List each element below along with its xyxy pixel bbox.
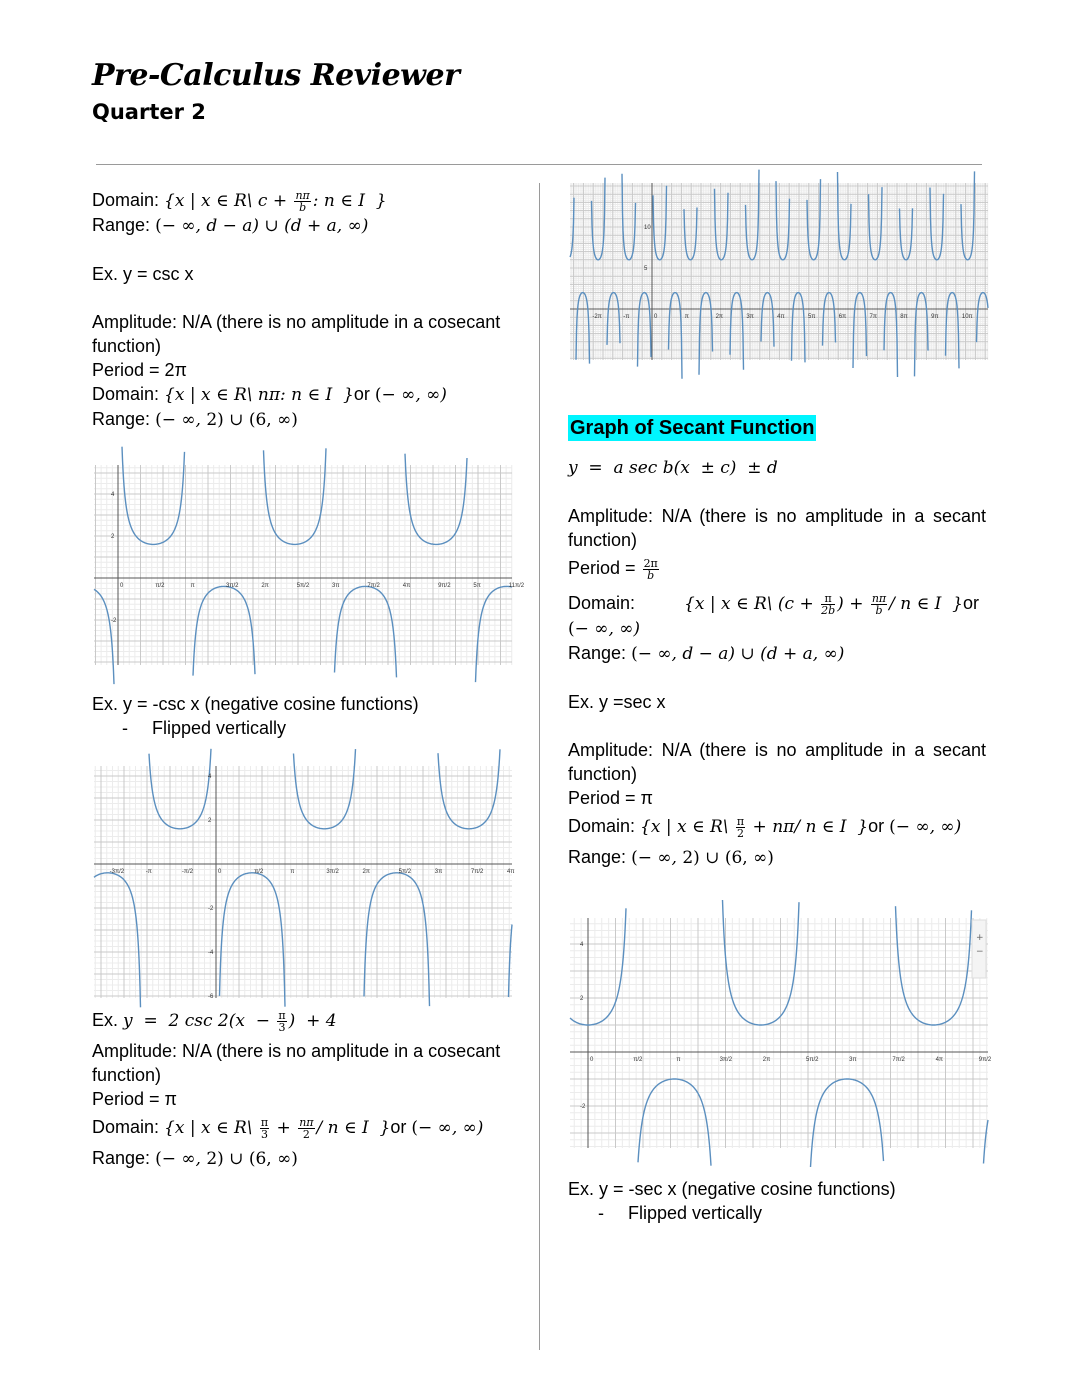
graph-csc-x: [94, 465, 525, 665]
right-column-bottom: [568, 1177, 986, 1225]
x-tick-label: 5π: [807, 314, 816, 320]
x-tick-label: 7π/2: [367, 583, 380, 589]
x-tick-label: 2π: [362, 869, 370, 875]
example-sec-range: Range: (− ∞, 2) ∪ (6, ∞): [568, 847, 774, 868]
x-tick-label: 7π/2: [892, 1057, 905, 1063]
x-tick-label: 3π/2: [226, 583, 239, 589]
x-tick-label: 3π: [434, 869, 443, 875]
y-tick-label: 4: [208, 774, 212, 780]
x-tick-label: 5π/2: [398, 869, 412, 875]
x-tick-label: -π: [145, 869, 152, 875]
x-tick-label: -3π/2: [109, 869, 125, 875]
graph-secant-wide: [570, 183, 988, 360]
x-tick-label: -2π: [592, 314, 602, 320]
x-tick-label: -π: [623, 314, 630, 320]
example-csc-amplitude: Amplitude: N/A (there is no amplitude in a cosecant function): [92, 312, 501, 356]
x-tick-label: 2π: [715, 314, 724, 320]
general-domain: Domain: {x | x ∈ R\ c + $\frac{n\pi}{b}$ : n ∈ I }: [92, 189, 387, 214]
graph-neg-csc-x: [94, 766, 515, 1000]
x-tick-label: 0: [654, 314, 658, 320]
x-tick-label: 5π/2: [296, 583, 310, 589]
section-heading: Graph of Secant Function: [570, 417, 815, 439]
y-tick-label: -4: [208, 950, 214, 956]
x-tick-label: 7π: [869, 314, 877, 320]
example-transformed-range: Range: (− ∞, 2) ∪ (6, ∞): [92, 1148, 298, 1169]
x-tick-label: 2π: [762, 1057, 771, 1063]
example-transformed-domain: Domain: {x | x ∈ R\ $\frac{\pi}{3}$ + $\frac{n\pi}{2}$ / n ∈ I }or (− ∞, ∞): [92, 1116, 484, 1141]
secant-period: Period = $\frac{2\pi}{b}$: [568, 557, 658, 582]
y-tick-label: 5: [644, 266, 648, 272]
header-divider: [96, 164, 982, 165]
x-tick-label: π/2: [155, 583, 165, 589]
y-tick-label: -2: [580, 1104, 586, 1110]
secant-domain-cont: (− ∞, ∞): [568, 619, 641, 639]
example-neg-sec-bullet: - Flipped vertically: [598, 1203, 763, 1223]
example-neg-csc-bullet: - Flipped vertically: [122, 718, 287, 738]
right-column: [568, 415, 986, 870]
example-csc-label: Ex. y = csc x: [92, 264, 194, 284]
page-subtitle: Quarter 2: [92, 100, 206, 124]
y-tick-label: 2: [111, 534, 115, 540]
y-tick-label: 2: [580, 996, 584, 1002]
x-tick-label: 3π: [746, 314, 754, 320]
y-tick-label: 4: [111, 492, 115, 498]
example-csc-range: Range: (− ∞, 2) ∪ (6, ∞): [92, 409, 298, 430]
left-column: [92, 188, 512, 432]
y-tick-label: -2: [111, 618, 117, 624]
x-tick-label: 6π: [838, 314, 847, 320]
example-sec-period: Period = π: [568, 788, 653, 808]
secant-domain: Domain: {x | x ∈ R\ (c + $\frac{\pi}{2b}$ ) + $\frac{n\pi}{b}$ / n ∈ I }or: [568, 592, 979, 617]
general-range: Range: (− ∞, d − a) ∪ (d + a, ∞): [92, 215, 369, 236]
x-tick-label: 9π/2: [438, 583, 451, 589]
example-sec-domain: Domain: {x | x ∈ R\ $\frac{\pi}{2}$ + nπ/ n ∈ I }or (− ∞, ∞): [568, 815, 962, 840]
example-csc-period: Period = 2π: [92, 360, 187, 380]
x-tick-label: 5π: [473, 583, 481, 589]
y-tick-label: 10: [644, 225, 651, 231]
example-neg-csc-label: Ex. y = -csc x (negative cosine functions): [92, 694, 419, 714]
x-tick-label: π: [676, 1057, 681, 1063]
x-tick-label: -π/2: [181, 869, 194, 875]
x-tick-label: 0: [120, 583, 124, 589]
x-tick-label: 4π: [507, 869, 515, 875]
x-tick-label: 3π/2: [326, 869, 339, 875]
x-tick-label: π: [684, 314, 689, 320]
x-tick-label: 5π/2: [805, 1057, 819, 1063]
example-csc-domain: Domain: {x | x ∈ R\ nπ: n ∈ I }or (− ∞, ∞): [92, 384, 447, 405]
graph-tool-icon: −: [976, 947, 984, 957]
column-divider: [539, 183, 540, 1350]
x-tick-label: π/2: [633, 1057, 643, 1063]
x-tick-label: 3π/2: [719, 1057, 733, 1063]
x-tick-label: 11π/2: [508, 583, 525, 589]
left-column-mid: [92, 692, 512, 740]
x-tick-label: 4π: [935, 1057, 944, 1063]
x-tick-label: 2π: [261, 583, 269, 589]
x-tick-label: 10π: [961, 314, 973, 320]
x-tick-label: 7π/2: [470, 869, 484, 875]
left-column-bottom: [92, 1008, 512, 1171]
example-sec-amplitude: Amplitude: N/A (there is no amplitude in a secant function): [568, 740, 986, 784]
page-title: Pre-Calculus Reviewer: [92, 58, 460, 93]
x-tick-label: 9π: [931, 314, 939, 320]
x-tick-label: 8π: [900, 314, 908, 320]
x-tick-label: 4π: [777, 314, 785, 320]
y-tick-label: 2: [208, 818, 212, 824]
x-tick-label: π/2: [254, 869, 264, 875]
x-tick-label: 0: [590, 1057, 594, 1063]
graph-background: [94, 465, 512, 665]
example-transformed-amplitude: Amplitude: N/A (there is no amplitude in a cosecant function): [92, 1041, 501, 1085]
x-tick-label: 3π: [332, 583, 340, 589]
x-tick-label: π: [290, 869, 295, 875]
x-tick-label: π: [190, 583, 195, 589]
secant-heading-wrap: [568, 415, 986, 441]
example-transformed-label: Ex. y = 2 csc 2(x − $\frac{\pi}{3}$ ) + 4: [92, 1009, 337, 1034]
example-sec-label: Ex. y =sec x: [568, 692, 666, 712]
y-tick-label: -6: [208, 994, 214, 1000]
x-tick-label: 0: [218, 869, 222, 875]
secant-general-form: y = a sec b(x ± c) ± d: [568, 458, 778, 478]
secant-amplitude: Amplitude: N/A (there is no amplitude in a secant function): [568, 506, 986, 550]
x-tick-label: 4π: [402, 583, 411, 589]
example-transformed-period: Period = π: [92, 1089, 177, 1109]
example-neg-sec-label: Ex. y = -sec x (negative cosine functions): [568, 1179, 896, 1199]
graph-sec-x: [570, 918, 992, 1148]
x-tick-label: 3π: [849, 1057, 857, 1063]
y-tick-label: -2: [208, 906, 214, 912]
x-tick-label: 9π/2: [978, 1057, 992, 1063]
graph-tool-icon: +: [976, 933, 984, 943]
y-tick-label: 4: [580, 942, 584, 948]
secant-range: Range: (− ∞, d − a) ∪ (d + a, ∞): [568, 643, 845, 664]
